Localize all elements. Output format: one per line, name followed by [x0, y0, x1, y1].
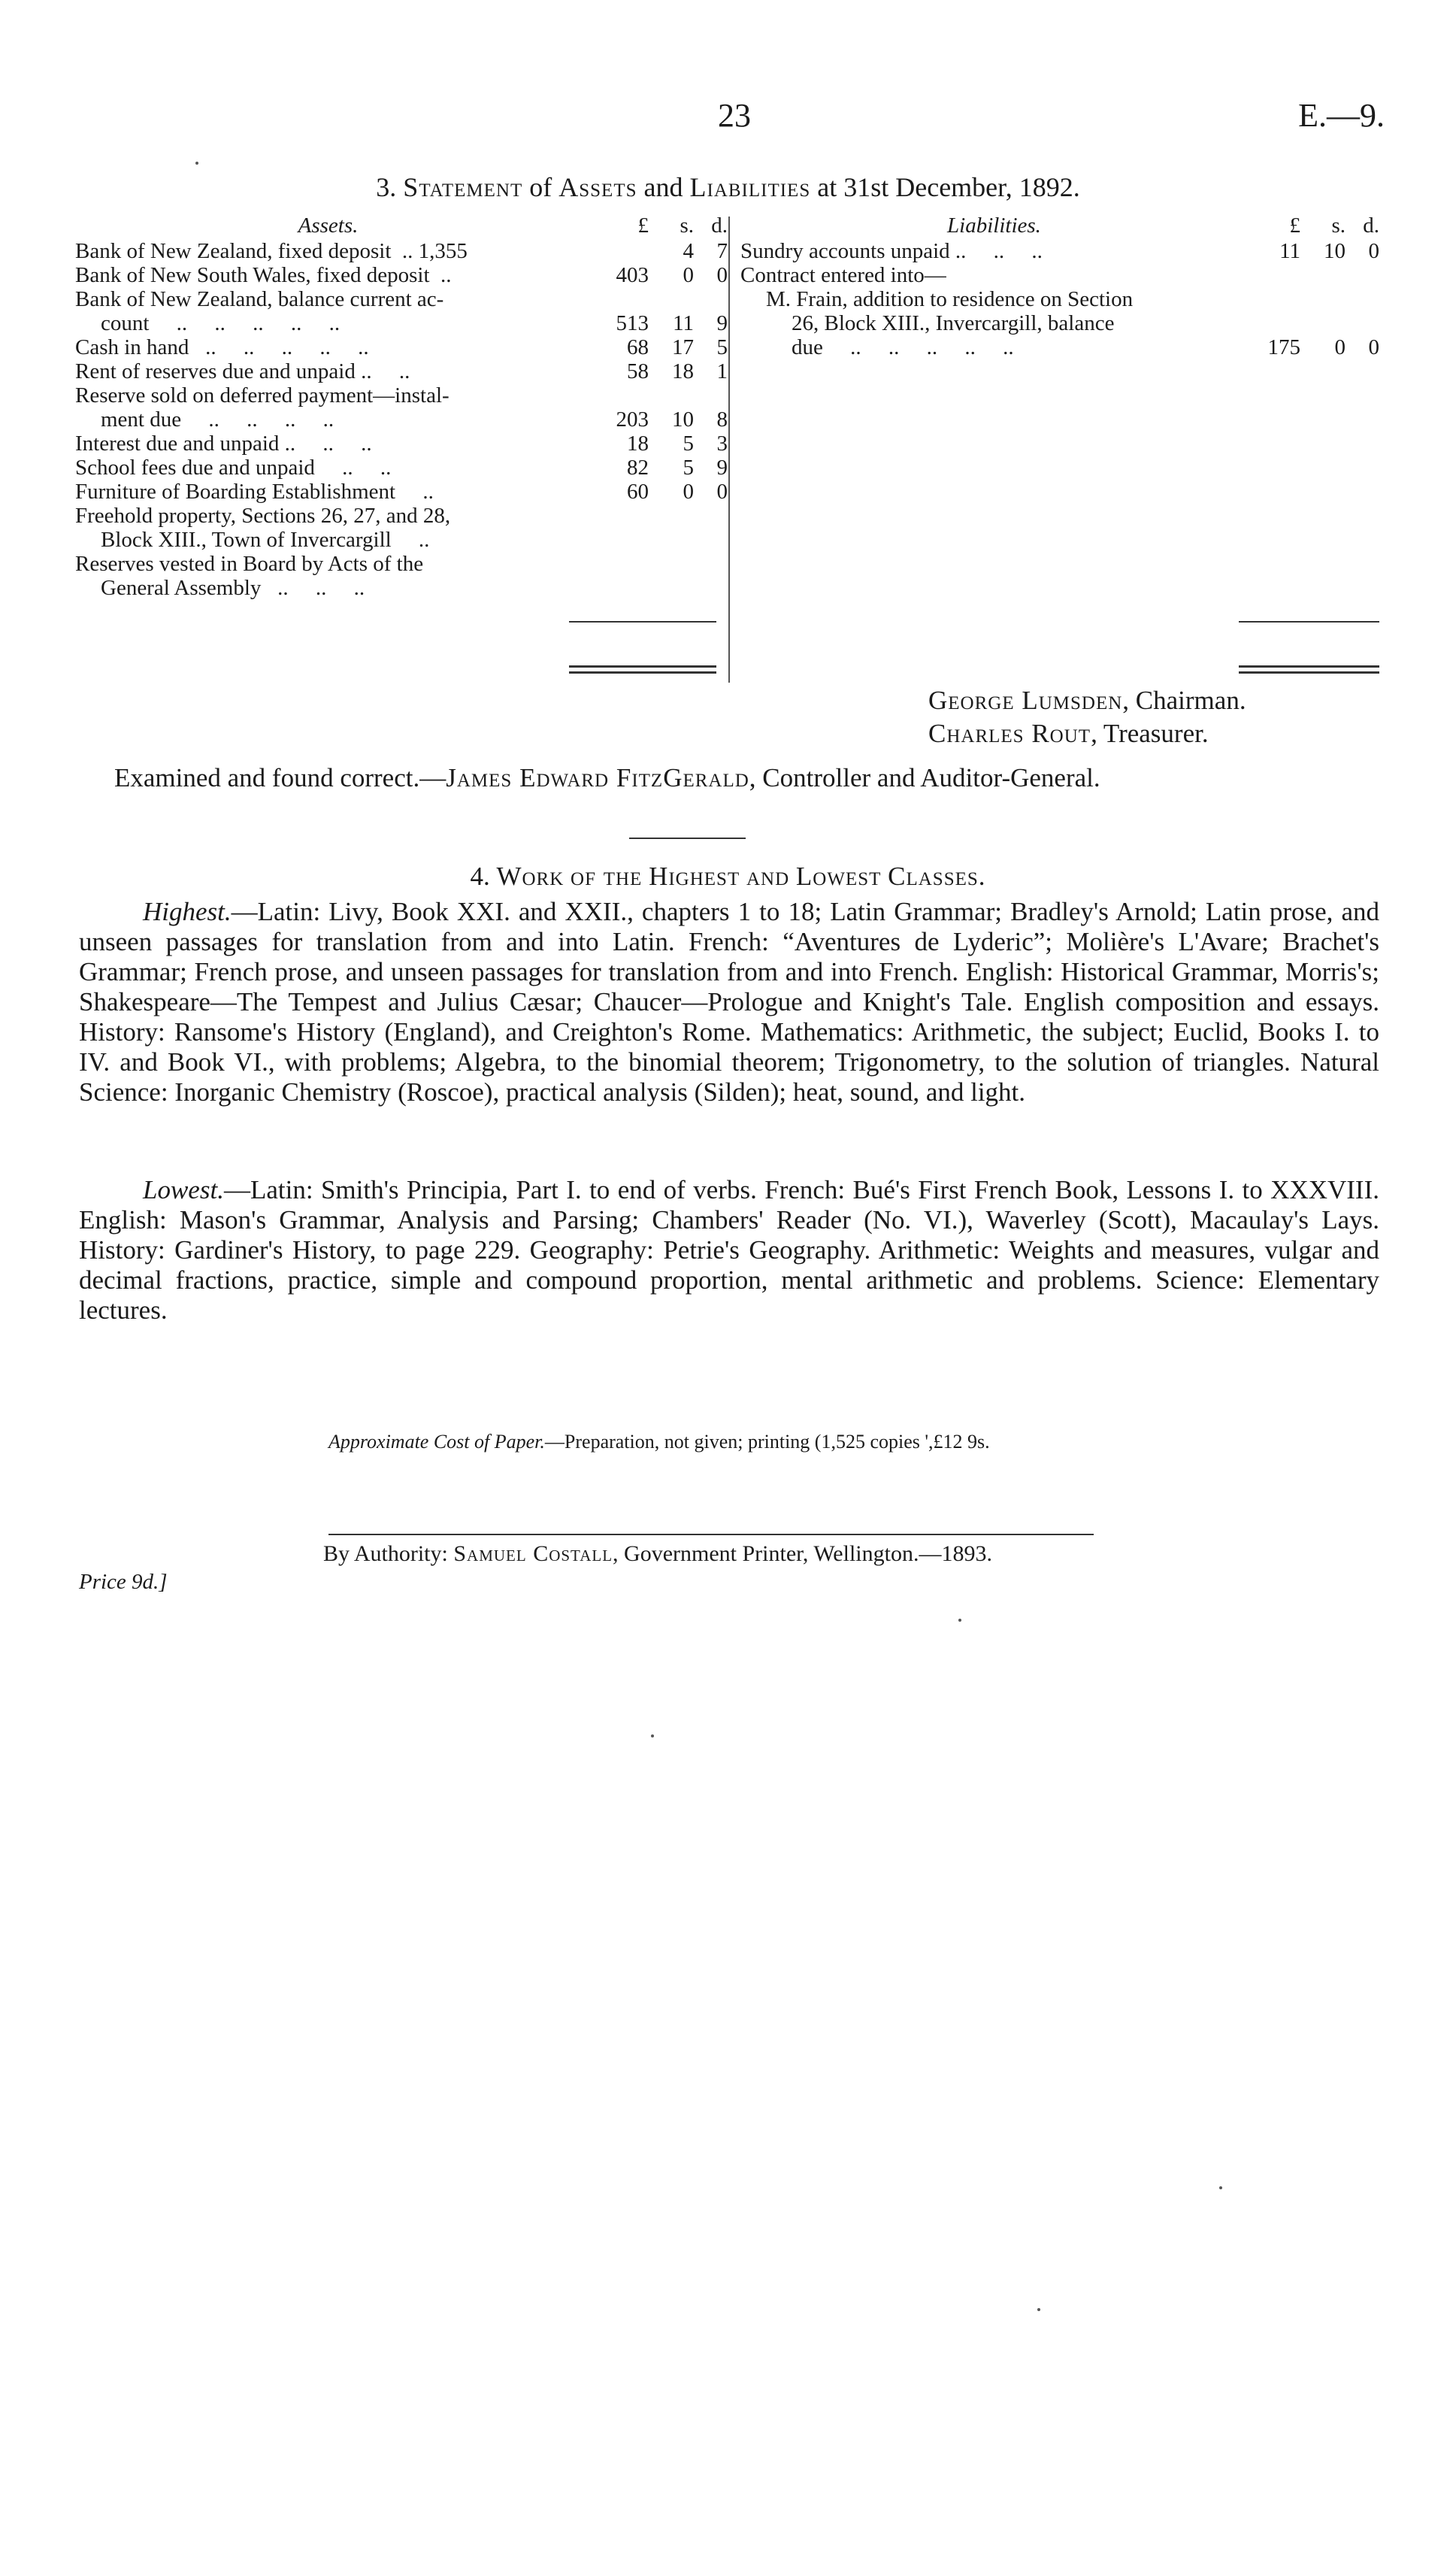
asset-shillings: 17 — [672, 335, 694, 359]
asset-pounds — [581, 239, 649, 263]
liability-pence — [1346, 287, 1379, 311]
liabilities-double-rule — [1239, 665, 1379, 674]
examined-prefix: Examined and found correct.— — [114, 763, 446, 792]
work-title-word: Classes. — [888, 862, 986, 891]
work-title-word: Highest — [649, 862, 740, 891]
asset-pence — [694, 504, 728, 528]
asset-pence: 0 — [716, 480, 728, 504]
chairman-name: George Lumsden — [928, 686, 1123, 715]
liabilities-heading: Liabilities. — [947, 214, 1041, 238]
asset-row — [75, 552, 728, 576]
asset-shillings — [649, 552, 694, 576]
asset-label: Block XIII., Town of Invercargill .. — [101, 528, 430, 552]
page-number: 23 — [718, 97, 751, 134]
audit-certification — [114, 763, 1100, 793]
asset-row — [75, 287, 728, 311]
assets-rows — [75, 239, 728, 600]
liability-row — [740, 263, 1379, 287]
liabilities-total-rule — [1239, 621, 1379, 623]
pounds-header: £ — [1289, 214, 1300, 238]
asset-pounds — [581, 504, 649, 528]
asset-pence — [694, 576, 728, 600]
work-section-title — [0, 862, 1456, 892]
liability-row — [740, 287, 1379, 311]
liability-pounds — [1248, 263, 1300, 287]
asset-pence: 9 — [716, 311, 728, 335]
asset-label: Freehold property, Sections 26, 27, and 28, — [75, 504, 451, 528]
asset-shillings — [649, 576, 694, 600]
asset-pence: 8 — [716, 407, 728, 432]
work-title-word: Work — [496, 862, 565, 891]
asset-label: School fees due and unpaid .. .. — [75, 456, 392, 480]
statement-number: 3. — [376, 172, 397, 202]
pounds-header: £ — [637, 214, 649, 238]
asset-pence: 3 — [716, 432, 728, 456]
liability-pence: 0 — [1368, 239, 1379, 263]
scan-speck — [651, 1734, 654, 1737]
printer-name: Samuel Costall — [453, 1541, 613, 1566]
asset-shillings: 5 — [683, 456, 694, 480]
authority-suffix: , Government Printer, Wellington.—1893. — [613, 1541, 992, 1566]
asset-shillings — [649, 287, 694, 311]
asset-shillings — [649, 383, 694, 407]
liability-pounds — [1248, 287, 1300, 311]
asset-label: Bank of New South Wales, fixed deposit .. — [75, 263, 452, 287]
statement-title — [0, 171, 1456, 203]
statement-title-word: Liabilities — [689, 172, 811, 202]
assets-table — [75, 214, 728, 600]
liability-pence — [1346, 311, 1379, 335]
asset-row — [75, 480, 728, 504]
assets-heading: Assets. — [298, 214, 359, 238]
asset-pence: 5 — [716, 335, 728, 359]
assets-double-rule — [569, 665, 716, 674]
asset-shillings: 18 — [672, 359, 694, 383]
asset-pence: 9 — [716, 456, 728, 480]
asset-label: General Assembly .. .. .. — [101, 576, 365, 600]
footer-rule — [328, 1534, 1094, 1535]
statement-title-word: Statement — [403, 172, 523, 202]
statement-title-word: and — [643, 172, 683, 202]
liabilities-table — [740, 214, 1379, 359]
treasurer-role: , Treasurer. — [1091, 719, 1209, 748]
asset-row — [75, 383, 728, 407]
liability-row — [740, 335, 1379, 359]
asset-pounds: 68 — [627, 335, 649, 359]
asset-label: count .. .. .. .. .. — [101, 311, 341, 335]
pence-header: d. — [1363, 214, 1379, 238]
liability-pence: 0 — [1368, 335, 1379, 359]
chairman-signature — [928, 686, 1246, 716]
liability-label: Contract entered into— — [740, 263, 946, 287]
asset-shillings: 0 — [683, 480, 694, 504]
asset-pounds — [581, 383, 649, 407]
assets-header-row — [75, 214, 728, 239]
statement-title-word: Assets — [558, 172, 637, 202]
liability-shillings — [1300, 287, 1346, 311]
asset-row — [75, 407, 728, 432]
asset-row — [75, 335, 728, 359]
asset-pounds — [581, 528, 649, 552]
column-divider — [728, 217, 730, 683]
liabilities-header-row — [740, 214, 1379, 239]
liability-row — [740, 239, 1379, 263]
asset-label: ment due .. .. .. .. — [101, 407, 334, 432]
asset-pounds: 203 — [616, 407, 649, 432]
section-separator — [629, 838, 746, 839]
lowest-class-paragraph — [79, 1175, 1379, 1325]
asset-pence: 1 — [716, 359, 728, 383]
work-number: 4. — [470, 862, 490, 891]
work-title-word: of the — [571, 862, 643, 891]
asset-label: Cash in hand .. .. .. .. .. — [75, 335, 369, 359]
lowest-lead: Lowest. — [143, 1175, 224, 1204]
asset-label: Rent of reserves due and unpaid .. .. — [75, 359, 410, 383]
asset-pence: 0 — [716, 263, 728, 287]
treasurer-name: Charles Rout — [928, 719, 1091, 748]
asset-row — [75, 311, 728, 335]
asset-shillings: 5 — [683, 432, 694, 456]
asset-pounds: 82 — [627, 456, 649, 480]
asset-pounds — [581, 287, 649, 311]
cost-of-paper — [328, 1431, 990, 1453]
pence-header: d. — [711, 214, 728, 238]
asset-shillings: 11 — [673, 311, 694, 335]
asset-pence — [694, 383, 728, 407]
scan-speck — [958, 1619, 961, 1622]
liability-shillings: 0 — [1334, 335, 1346, 359]
scan-speck — [195, 162, 198, 165]
liability-shillings: 10 — [1324, 239, 1346, 263]
liability-pounds — [1248, 311, 1300, 335]
asset-pence — [694, 528, 728, 552]
asset-label: Furniture of Boarding Establishment .. — [75, 480, 434, 504]
asset-shillings: 10 — [672, 407, 694, 432]
cost-label: Approximate Cost of Paper. — [328, 1431, 545, 1453]
assets-total-rule — [569, 621, 716, 623]
work-title-word: and — [746, 862, 790, 891]
liability-shillings — [1300, 263, 1346, 287]
liability-row — [740, 311, 1379, 335]
statement-date: at 31st December, 1892. — [817, 172, 1080, 202]
asset-row — [75, 576, 728, 600]
document-code: E.—9. — [1298, 97, 1385, 134]
asset-label: Interest due and unpaid .. .. .. — [75, 432, 372, 456]
shillings-header: s. — [680, 214, 694, 238]
liability-pounds: 175 — [1267, 335, 1300, 359]
asset-row — [75, 432, 728, 456]
cost-text: —Preparation, not given; printing (1,525 copies ',£12 9s. — [544, 1431, 990, 1453]
price-note: Price 9d.] — [79, 1570, 168, 1594]
scan-speck — [1037, 2308, 1040, 2311]
asset-label: Bank of New Zealand, balance current ac- — [75, 287, 444, 311]
chairman-role: , Chairman. — [1122, 686, 1246, 715]
highest-lead: Highest. — [143, 897, 232, 926]
liability-label: due .. .. .. .. .. — [792, 335, 1014, 359]
asset-pounds: 18 — [627, 432, 649, 456]
asset-shillings: 0 — [683, 263, 694, 287]
shillings-header: s. — [1331, 214, 1346, 238]
highest-class-paragraph — [79, 897, 1379, 1107]
asset-shillings — [649, 528, 694, 552]
liability-pence — [1346, 263, 1379, 287]
asset-pounds — [581, 576, 649, 600]
printer-authority — [323, 1541, 992, 1567]
asset-pounds: 60 — [627, 480, 649, 504]
asset-pounds: 513 — [616, 311, 649, 335]
asset-shillings: 4 — [683, 239, 694, 263]
asset-row — [75, 239, 728, 263]
treasurer-signature — [928, 719, 1209, 749]
scan-speck — [1219, 2186, 1222, 2189]
authority-prefix: By Authority: — [323, 1541, 454, 1566]
asset-label: Reserve sold on deferred payment—instal- — [75, 383, 450, 407]
work-title-word: Lowest — [795, 862, 882, 891]
liability-label: 26, Block XIII., Invercargill, balance — [792, 311, 1115, 335]
asset-row — [75, 456, 728, 480]
asset-label: Bank of New Zealand, fixed deposit .. 1,355 — [75, 239, 468, 263]
liability-shillings — [1300, 311, 1346, 335]
asset-shillings — [649, 504, 694, 528]
asset-row — [75, 528, 728, 552]
auditor-role: , Controller and Auditor-General. — [749, 763, 1100, 792]
highest-text: —Latin: Livy, Book XXI. and XXII., chapters 1 to 18; Latin Grammar; Bradley's Arnold; Latin prose, and unseen passages for translation from and into Latin. French: “Aventures de Lyderic”; Molière's L'Avare; Brachet's Grammar; French prose, and unseen passages for translation from and into French. English: Historical Grammar, Morris's; Shakespeare—The Tempest and Julius Cæsar; Chaucer—Prologue and Knight's Tale. English composition and essays. History: Ransome's History (England), and Creighton's Rome. Mathematics: Arithmetic, the subject; Euclid, Books I. to IV. and Book VI., with problems; Algebra, to the binomial theorem; Trigonometry, to the solution of triangles. Natural Science: Inorganic Chemistry (Roscoe), practical analysis (Silden); heat, sound, and light. — [79, 897, 1379, 1107]
asset-row — [75, 263, 728, 287]
asset-row — [75, 359, 728, 383]
liability-pounds: 11 — [1279, 239, 1300, 263]
liability-label: Sundry accounts unpaid .. .. .. — [740, 239, 1043, 263]
asset-pence — [694, 552, 728, 576]
lowest-text: —Latin: Smith's Principia, Part I. to end of verbs. French: Bué's First French Book, Lessons I. to XXXVIII. English: Mason's Grammar, Analysis and Parsing; Chambers' Reader (No. VI.), Waverley (Scott), Macaulay's Lays. History: Gardiner's History, to page 229. Geography: Petrie's Geography. Arithmetic: Weights and measures, vulgar and decimal fractions, practice, simple and compound proportion, mental arithmetic and problems. Science: Elementary lectures. — [79, 1175, 1379, 1325]
auditor-name: James Edward FitzGerald — [446, 763, 749, 792]
asset-pounds: 403 — [616, 263, 649, 287]
asset-label: Reserves vested in Board by Acts of the — [75, 552, 424, 576]
liability-label: M. Frain, addition to residence on Section — [766, 287, 1134, 311]
asset-pounds: 58 — [627, 359, 649, 383]
asset-pence: 7 — [716, 239, 728, 263]
asset-row — [75, 504, 728, 528]
asset-pounds — [581, 552, 649, 576]
asset-pence — [694, 287, 728, 311]
statement-title-word: of — [529, 172, 552, 202]
